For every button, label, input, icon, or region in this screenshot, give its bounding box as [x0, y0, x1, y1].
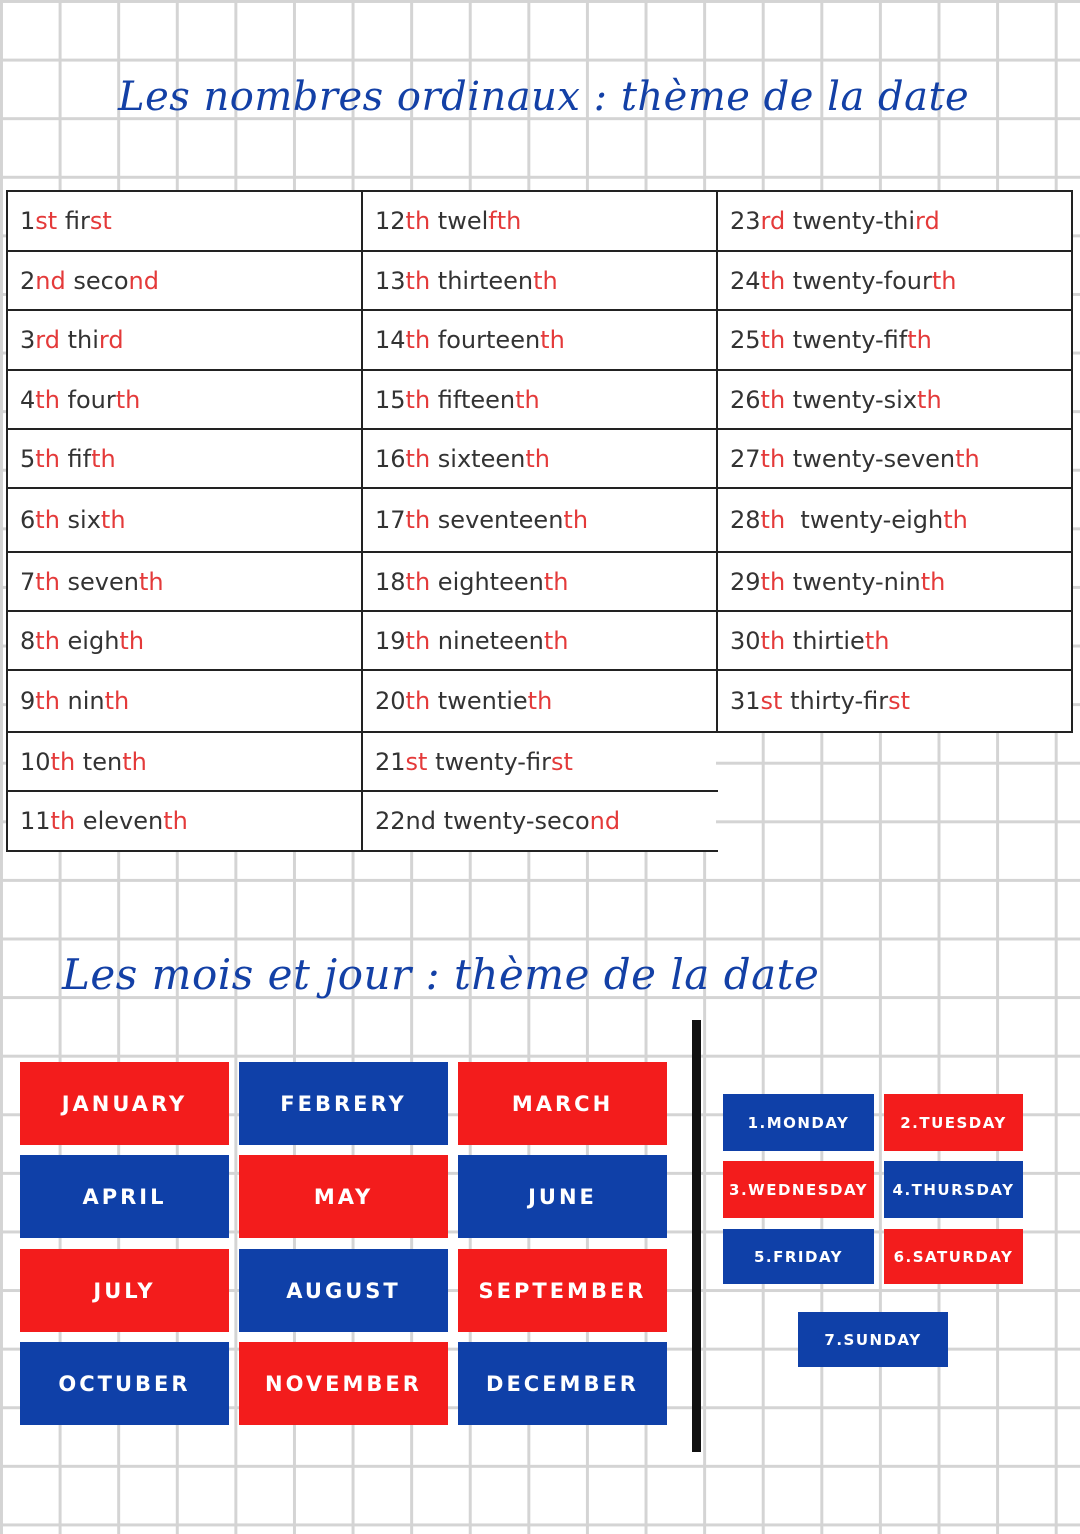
- ordinal-suffix: th: [50, 807, 76, 835]
- ordinal-text: 11: [20, 807, 51, 835]
- ordinal-text: ten: [75, 747, 123, 776]
- ordinal-text: fourteen: [430, 326, 541, 354]
- ordinal-suffix: th: [104, 687, 130, 715]
- ordinal-cell: [363, 371, 540, 428]
- ordinal-text: twentie: [430, 687, 528, 715]
- ordinal-suffix: th: [760, 626, 786, 655]
- ordinal-text: 22nd twenty-seco: [375, 807, 590, 835]
- ordinal-cell: [8, 430, 116, 487]
- ordinal-suffix: th: [405, 506, 431, 534]
- ordinal-cell: [8, 553, 164, 610]
- ordinal-suffix: th: [527, 687, 553, 715]
- ordinal-suffix: th: [405, 626, 431, 655]
- table-rule: [716, 731, 1073, 733]
- ordinal-suffix: th: [405, 385, 431, 414]
- ordinal-suffix: st: [405, 747, 428, 776]
- ordinal-text: 31: [730, 687, 761, 715]
- ordinal-text: 26: [730, 385, 761, 414]
- month-tile-september: SEPTEMBER: [458, 1249, 667, 1332]
- ordinal-suffix: th: [100, 506, 126, 534]
- ordinal-text: 17: [375, 506, 406, 534]
- ordinals-title: Les nombres ordinaux : thème de la date: [118, 74, 970, 120]
- ordinal-cell: [363, 252, 558, 309]
- month-tile-january: JANUARY: [20, 1062, 229, 1145]
- ordinal-suffix: th: [955, 444, 980, 473]
- ordinal-text: twel: [430, 207, 489, 235]
- month-tile-march: MARCH: [458, 1062, 667, 1145]
- ordinal-cell: [8, 371, 140, 428]
- ordinal-text: eleven: [75, 807, 164, 835]
- ordinal-cell: [718, 612, 889, 669]
- ordinal-suffix: th: [35, 626, 60, 655]
- ordinal-suffix: th: [515, 385, 540, 414]
- ordinal-text: 14: [375, 326, 406, 354]
- day-tile-tuesday: 2.TUESDAY: [884, 1094, 1023, 1151]
- ordinal-suffix: th: [405, 687, 431, 715]
- ordinal-text: fir: [57, 207, 90, 235]
- ordinal-suffix: th: [91, 444, 116, 473]
- month-tile-may: MAY: [239, 1155, 448, 1238]
- ordinal-text: 23: [730, 207, 761, 235]
- ordinal-text: 1: [20, 207, 36, 235]
- ordinal-cell: [8, 671, 129, 731]
- ordinal-suffix: rd: [915, 207, 940, 235]
- ordinal-suffix: th: [405, 207, 431, 235]
- ordinal-suffix: th: [943, 506, 968, 534]
- ordinal-text: twenty-eigh: [785, 506, 944, 534]
- ordinal-text: seventeen: [430, 506, 564, 534]
- ordinal-suffix: nd: [128, 266, 159, 295]
- ordinal-suffix: th: [35, 444, 60, 473]
- ordinal-suffix: th: [760, 385, 786, 414]
- ordinal-text: 24: [730, 266, 761, 295]
- ordinal-suffix: th: [163, 807, 188, 835]
- ordinal-text: 16: [375, 444, 406, 473]
- month-tile-november: NOVEMBER: [239, 1342, 448, 1425]
- ordinal-text: 15: [375, 385, 406, 414]
- ordinal-text: 5: [20, 444, 36, 473]
- ordinal-suffix: th: [920, 567, 946, 596]
- ordinal-suffix: th: [115, 385, 141, 414]
- ordinal-suffix: rd: [35, 326, 60, 354]
- table-rule: [6, 850, 363, 852]
- ordinal-text: twenty-seven: [785, 444, 956, 473]
- day-tile-monday: 1.MONDAY: [723, 1094, 874, 1151]
- ordinal-suffix: th: [543, 567, 569, 596]
- ordinal-text: 29: [730, 567, 761, 596]
- ordinal-suffix: th: [122, 747, 147, 776]
- ordinal-suffix: th: [760, 444, 786, 473]
- month-tile-octuber: OCTUBER: [20, 1342, 229, 1425]
- ordinal-cell: [8, 612, 144, 669]
- ordinal-suffix: th: [35, 567, 60, 596]
- ordinal-text: thirtie: [785, 626, 865, 655]
- ordinal-cell: [718, 192, 940, 250]
- ordinal-text: seco: [65, 266, 129, 295]
- ordinal-suffix: st: [89, 207, 112, 235]
- ordinal-suffix: nd: [35, 266, 66, 295]
- ordinals-table: [6, 190, 1071, 852]
- ordinal-cell: [718, 371, 942, 428]
- ordinal-suffix: f: [488, 207, 497, 235]
- ordinal-text: sixteen: [430, 444, 526, 473]
- ordinal-text: 4: [20, 385, 36, 414]
- month-tile-febrery: FEBRERY: [239, 1062, 448, 1145]
- ordinal-suffix: th: [405, 444, 431, 473]
- ordinal-suffix: th: [496, 207, 522, 235]
- ordinal-text: nineteen: [430, 626, 544, 655]
- ordinal-text: 30: [730, 626, 761, 655]
- ordinal-cell: [718, 489, 968, 551]
- ordinal-text: 13: [375, 266, 406, 295]
- ordinal-cell: [8, 792, 188, 850]
- ordinal-suffix: th: [405, 567, 431, 596]
- month-tile-december: DECEMBER: [458, 1342, 667, 1425]
- ordinal-suffix: th: [525, 444, 550, 473]
- ordinal-suffix: th: [405, 266, 431, 295]
- ordinal-text: 20: [375, 687, 406, 715]
- ordinal-cell: [718, 252, 957, 309]
- ordinal-suffix: st: [35, 207, 58, 235]
- ordinal-suffix: th: [50, 747, 76, 776]
- ordinal-text: thirteen: [430, 266, 534, 295]
- ordinal-suffix: th: [931, 266, 957, 295]
- ordinal-text: seven: [59, 567, 139, 596]
- ordinal-text: 10: [20, 747, 51, 776]
- ordinal-suffix: th: [119, 626, 145, 655]
- ordinal-text: 18: [375, 567, 406, 596]
- ordinal-text: twenty-four: [785, 266, 932, 295]
- ordinal-cell: [8, 192, 112, 250]
- month-tile-april: APRIL: [20, 1155, 229, 1238]
- months-days-title: Les mois et jour : thème de la date: [62, 950, 820, 999]
- ordinal-text: twenty-thi: [785, 207, 916, 235]
- ordinal-text: eigh: [59, 626, 120, 655]
- month-tile-july: JULY: [20, 1249, 229, 1332]
- ordinal-text: fif: [59, 444, 92, 473]
- ordinal-cell: [8, 489, 126, 551]
- ordinal-text: thi: [59, 326, 99, 354]
- ordinal-suffix: th: [760, 567, 786, 596]
- table-rule: [361, 850, 718, 852]
- ordinal-text: twenty-fir: [427, 747, 551, 776]
- ordinal-text: four: [59, 385, 116, 414]
- table-column-rule: [1071, 190, 1073, 733]
- ordinal-text: six: [59, 506, 101, 534]
- ordinal-text: 27: [730, 444, 761, 473]
- ordinal-cell: [8, 733, 147, 790]
- ordinal-suffix: th: [760, 266, 786, 295]
- ordinal-cell: [718, 671, 910, 731]
- ordinal-cell: [363, 553, 568, 610]
- ordinal-suffix: th: [760, 506, 786, 534]
- ordinal-text: twenty-nin: [785, 567, 921, 596]
- ordinal-text: 2: [20, 266, 36, 295]
- ordinal-text: twenty-six: [785, 385, 918, 414]
- ordinal-cell: [363, 612, 568, 669]
- ordinal-cell: [363, 430, 550, 487]
- ordinal-text: 21: [375, 747, 406, 776]
- ordinal-cell: [8, 252, 159, 309]
- ordinal-text: eighteen: [430, 567, 544, 596]
- ordinal-suffix: st: [760, 687, 783, 715]
- ordinal-suffix: nd: [589, 807, 621, 835]
- ordinal-text: fifteen: [430, 385, 516, 414]
- ordinal-text: 25: [730, 326, 761, 354]
- ordinal-text: nin: [59, 687, 105, 715]
- month-tile-june: JUNE: [458, 1155, 667, 1238]
- ordinal-text: twenty-fif: [785, 326, 908, 354]
- ordinal-text: 12: [375, 207, 406, 235]
- ordinal-suffix: th: [543, 626, 569, 655]
- ordinal-text: 3: [20, 326, 36, 354]
- ordinal-text: 9: [20, 687, 36, 715]
- ordinal-suffix: th: [540, 326, 565, 354]
- ordinal-suffix: th: [864, 626, 890, 655]
- day-tile-saturday: 6.SATURDAY: [884, 1229, 1023, 1284]
- ordinal-text: 7: [20, 567, 36, 596]
- ordinal-suffix: th: [35, 506, 60, 534]
- ordinal-cell: [363, 311, 565, 369]
- ordinal-text: 6: [20, 506, 36, 534]
- ordinal-suffix: th: [907, 326, 932, 354]
- ordinal-text: thirty-fir: [782, 687, 889, 715]
- ordinal-cell: [718, 553, 945, 610]
- ordinal-cell: [363, 489, 588, 551]
- ordinal-cell: [363, 192, 521, 250]
- ordinal-suffix: th: [533, 266, 558, 295]
- ordinal-suffix: st: [550, 747, 573, 776]
- ordinal-suffix: th: [35, 385, 60, 414]
- ordinal-suffix: th: [917, 385, 942, 414]
- ordinal-suffix: rd: [760, 207, 786, 235]
- ordinal-cell: [363, 671, 552, 731]
- section-divider: [692, 1020, 701, 1452]
- ordinal-text: 8: [20, 626, 36, 655]
- day-tile-sunday: 7.SUNDAY: [798, 1312, 948, 1367]
- day-tile-friday: 5.FRIDAY: [723, 1229, 874, 1284]
- ordinal-cell: [363, 792, 620, 850]
- ordinal-suffix: th: [760, 326, 786, 354]
- ordinal-suffix: st: [888, 687, 911, 715]
- ordinal-suffix: th: [35, 687, 60, 715]
- ordinal-cell: [8, 311, 124, 369]
- month-tile-august: AUGUST: [239, 1249, 448, 1332]
- ordinal-suffix: rd: [98, 326, 124, 354]
- ordinal-suffix: th: [405, 326, 431, 354]
- day-tile-thursday: 4.THURSDAY: [884, 1161, 1023, 1218]
- day-tile-wednesday: 3.WEDNESDAY: [723, 1161, 874, 1218]
- ordinal-cell: [363, 733, 573, 790]
- ordinal-cell: [718, 311, 932, 369]
- ordinal-suffix: th: [138, 567, 164, 596]
- ordinal-text: 28: [730, 506, 761, 534]
- ordinal-cell: [718, 430, 980, 487]
- ordinal-suffix: th: [563, 506, 589, 534]
- ordinal-text: 19: [375, 626, 406, 655]
